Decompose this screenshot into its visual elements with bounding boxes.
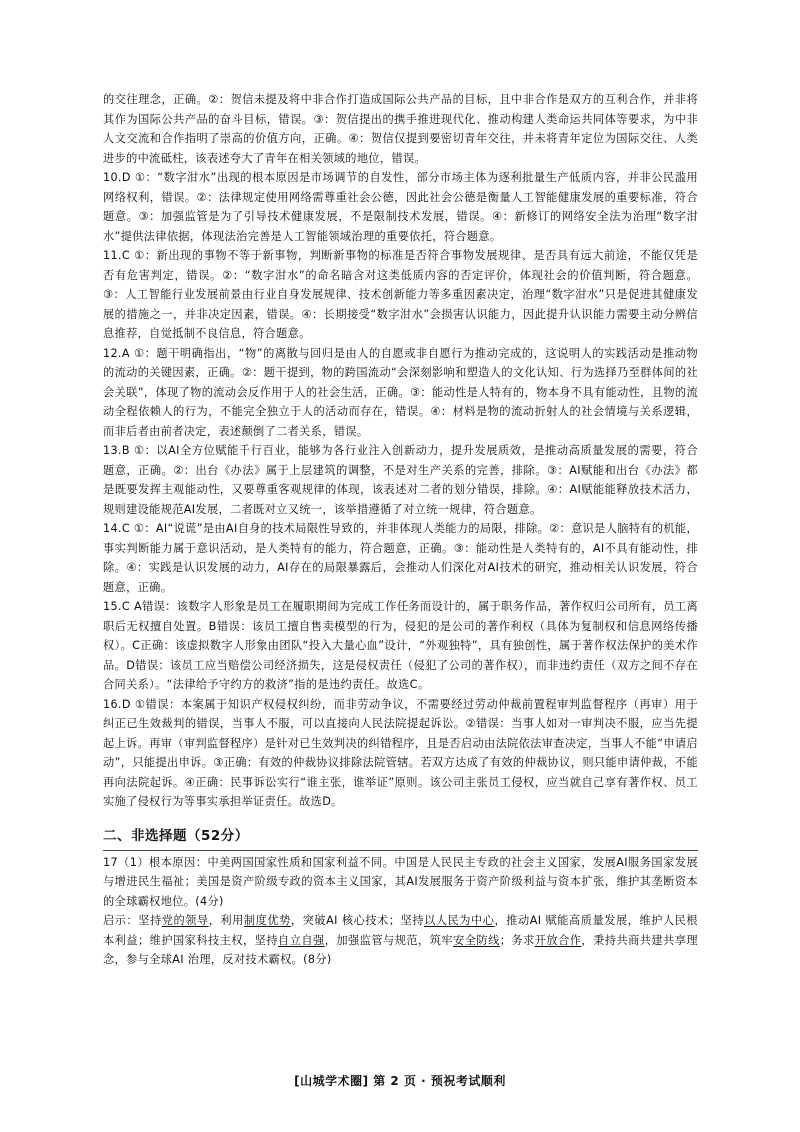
answer-content xyxy=(103,90,698,970)
section-divider xyxy=(103,850,698,851)
q17-lead: 启示：坚持 xyxy=(103,914,162,927)
q17-text: ，加强监管与规范，筑牢 xyxy=(324,933,454,947)
answer-16: 16.D ①错误：本案属于知识产权侵权纠纷，而非劳动争议，不需要经过劳动仲裁前置程审判监督程序（再审）用于纠正已生效裁判的错误，当事人不服，可以直接向人民法院提起诉讼。②错误：当事人如对一审判决不服，应当先提起上诉。再审（审判监督程序）是针对已生效判决的纠错程序，且是否启动由法院依法审查决定，当事人不能“申请启动”，只能提出申诉。③正确：有效的仲裁协议排除法院管辖。若双方达成了有效的仲裁协议，则只能申请仲裁，不能再向法院起诉。④正确：民事诉讼实行“谁主张，谁举证”原则。该公司主张员工侵权，应当就自己享有著作权、员工实施了侵权行为等事实承担举证责任。故选D。 xyxy=(103,697,698,808)
answer-9-continued: 的交往理念，正确。②：贺信未提及将中非合作打造成国际公共产品的目标，且中非合作是双方的互利合作，并非将其作为国际公共产品的奋斗目标，错误。③：贺信提出的携手推进现代化、推动构建人类命运共同体等要求，为中非人文交流和合作指明了崇高的价值方向，正确。④：贺信仅提到要密切青年交往，并未将青年定位为国际交往、人类进步的中流砥柱，该表述夸大了青年在相关领域的地位，错误。 xyxy=(103,93,698,165)
q17-text: ；务求 xyxy=(499,933,535,947)
keyword-underlined: 党的领导 xyxy=(161,914,209,927)
answer-12: 12.A ①：题干明确指出，“物”的离散与回归是由人的自愿或非自愿行为推动完成的，这说明人的实践活动是推动物的流动的关键因素，正确。②：题干提到，物的跨国流动“会深刻影响和塑造人的文化认知、行为选择乃至群体间的社会关联”，体现了物的流动会反作用于人的社会生活，正确。③：能动性是人特有的，物本身不具有能动性，且物的流动全程依赖人的行为，不能完全独立于人的活动而存在，错误。④：材料是物的流动折射人的社会情境与关系逻辑，而非后者由前者决定，表述颠倒了二者关系，错误。 xyxy=(103,346,698,438)
keyword-underlined: 以人民为中心 xyxy=(424,914,495,927)
keyword-underlined: 安全防线 xyxy=(453,933,500,947)
q17-text: ，突破AI 核心技术；坚持 xyxy=(290,914,425,927)
keyword-underlined: 开放合作 xyxy=(534,933,582,947)
answer-13: 13.B ①：以AI全方位赋能千行百业，能够为各行业注入创新动力，提升发展质效，是推动高质量发展的需要，符合题意，正确。②：出台《办法》属于上层建筑的调整，不是对生产关系的完善，排除。③：AI赋能和出台《办法》都是既要发挥主观能动性，又要尊重客观规律的体现，该表述对二者的划分错误，排除。④：AI赋能能释放技术活力，规则建设能规范AI发展，二者既对立又统一，该举措遵循了对立统一规律，符合题意。 xyxy=(103,444,698,516)
answer-17-part2 xyxy=(103,911,698,970)
answer-14: 14.C ①：AI“说谎”是由AI自身的技术局限性导致的，并非体现人类能力的局限，排除。②：意识是人脑特有的机能，事实判断能力属于意识活动，是人类特有的能力，符合题意，正确。③：能动性是人类特有的，AI不具有能动性，排除。④：实践是认识发展的动力，AI存在的局限暴露后，会推动人们深化对AI技术的研究，推动相关认识发展，符合题意，正确。 xyxy=(103,522,698,594)
answer-10: 10.D ①：“数字泔水”出现的根本原因是市场调节的自发性，部分市场主体为逐利批量生产低质内容，并非公民滥用网络权利，错误。②：法律规定使用网络需尊重社会公德，因此社会公德是衡量人工智能健康发展的重要标准，符合题意。③：加强监管是为了引导技术健康发展，不是限制技术发展，错误。④：新修订的网络安全法为治理“数字泔水”提供法律依据，体现法治完善是人工智能领域治理的重要依托，符合题意。 xyxy=(103,171,698,243)
q17-text: ，利用 xyxy=(208,914,244,927)
q17-text: ，推动AI 赋能高质量发展，维护人民根本利益；维护国家科技主权，坚持 xyxy=(103,914,698,947)
answer-17-part1: 17（1）根本原因：中美两国国家性质和国家利益不同。中国是人民民主专政的社会主义国家，发展AI服务国家发展与增进民生福祉；美国是资产阶级专政的资本主义国家，其AI发展服务于资产阶级利益与资本扩张，维护其垄断资本的全球霸权地位。(4分) xyxy=(103,855,698,908)
section-title: 二、非选择题（52分） xyxy=(103,827,249,844)
keyword-underlined: 自立自强 xyxy=(278,933,325,947)
answer-15: 15.C A错误：该数字人形象是员工在履职期间为完成工作任务而设计的，属于职务作品，著作权归公司所有，员工离职后无权擅自处置。B错误：该员工擅自售卖模型的行为，侵犯的是公司的著作利权（具体为复制权和信息网络传播权）。C正确：该虚拟数字人形象由团队“投入大量心血”设计，“外观独特”，具有独创性，属于著作权法保护的美术作品。D错误：该员工应当赔偿公司经济损失，这是侵权责任（侵犯了公司的著作权），而非违约责任（双方之间不存在合同关系）。“法律给予守约方的救济”指的是违约责任。故选C。 xyxy=(103,600,698,691)
page-footer: [山城学术圈] 第 2 页 · 预祝考试顺利 xyxy=(294,1074,506,1088)
keyword-underlined: 制度优势 xyxy=(243,914,291,927)
answer-11: 11.C ①：新出现的事物不等于新事物，判断新事物的标准是否符合事物发展规律、是否具有远大前途，不能仅凭是否有危害判定，错误。②：“数字泔水”的命名暗含对这类低质内容的否定评价，体现社会的价值判断，符合题意。③：人工智能行业发展前景由行业自身发展规律、技术创新能力等多重因素决定，治理“数字泔水”只是促进其健康发展的措施之一，并非决定因素，错误。④：长期接受“数字泔水”会损害认识能力，因此提升认识能力需要主动分辨信息推荐，自觉抵制不良信息，符合题意。 xyxy=(103,249,698,340)
q17-text: ，秉持共商共建共享理念，参与全球AI 治理，反对技术霸权。(8分) xyxy=(103,933,698,966)
